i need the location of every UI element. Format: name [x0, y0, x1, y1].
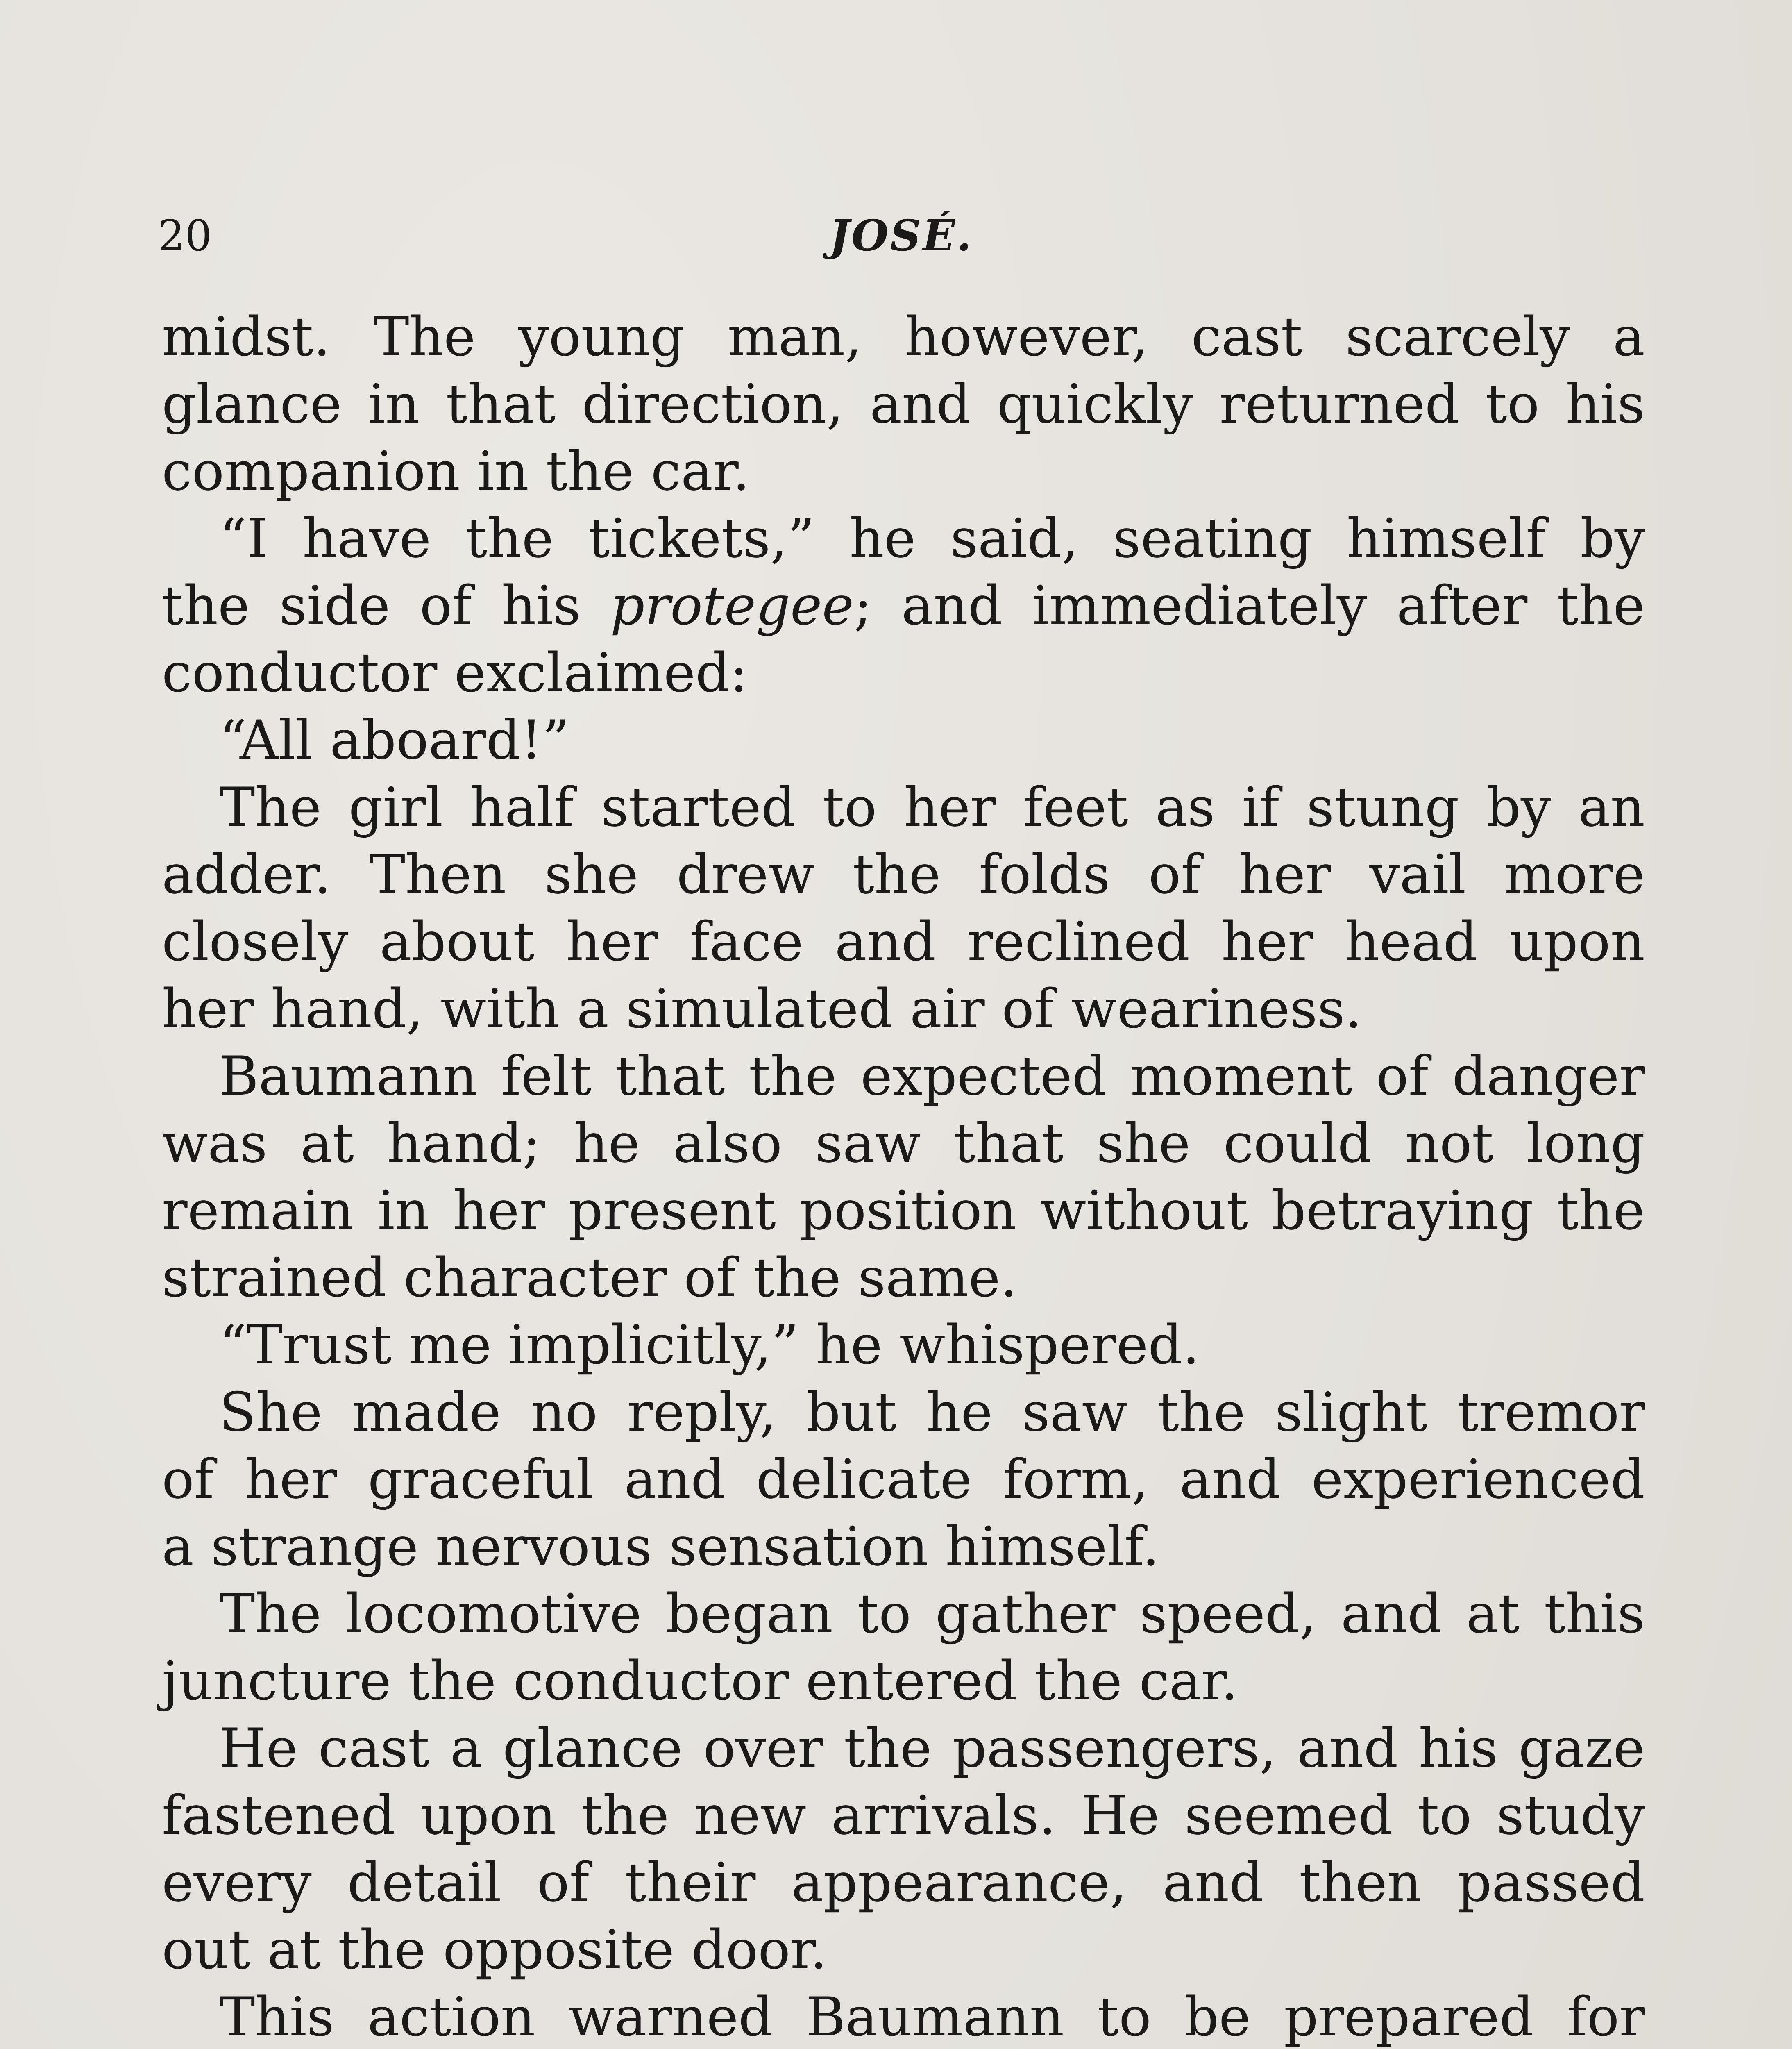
- text-line: This action warned Baumann to be prepared for: [219, 1985, 1645, 2048]
- text-line: was at hand; he also saw that she could not long: [162, 1112, 1645, 1174]
- text-line: juncture the conductor entered the car.: [162, 1649, 1238, 1712]
- text-line: of her graceful and delicate form, and experienced: [162, 1448, 1645, 1511]
- text-line: “Trust me implicitly,” he whispered.: [219, 1313, 1200, 1376]
- body-text: [162, 303, 1645, 2049]
- text-line: glance in that direction, and quickly returned to his: [162, 373, 1645, 435]
- text-line: [162, 572, 1645, 639]
- text-line: midst. The young man, however, cast scarcely a: [162, 305, 1645, 368]
- text-line: her hand, with a simulated air of weariness.: [162, 977, 1362, 1040]
- text-line: She made no reply, but he saw the slight tremor: [219, 1381, 1645, 1443]
- text-line: The girl half started to her feet as if stung by an: [219, 776, 1645, 838]
- text-line: Baumann felt that the expected moment of danger: [219, 1045, 1645, 1107]
- text-line: conductor exclaimed:: [162, 641, 748, 704]
- text-segment: the side of his: [162, 574, 610, 637]
- text-line: closely about her face and reclined her head upon: [162, 910, 1645, 973]
- text-line: He cast a glance over the passengers, and his gaze: [219, 1717, 1645, 1779]
- text-line: a strange nervous sensation himself.: [162, 1515, 1159, 1578]
- text-line: fastened upon the new arrivals. He seemed to study: [162, 1784, 1645, 1847]
- text-line: The locomotive began to gather speed, and at this: [219, 1582, 1645, 1645]
- running-head: JOSÉ.: [829, 210, 973, 261]
- text-line: “All aboard!”: [219, 709, 570, 771]
- text-line: companion in the car.: [162, 440, 750, 502]
- italic-word: protegee: [610, 574, 854, 637]
- text-line: adder. Then she drew the folds of her vail more: [162, 843, 1645, 906]
- text-line: strained character of the same.: [162, 1246, 1018, 1309]
- text-line: “I have the tickets,” he said, seating himself by: [219, 507, 1645, 570]
- text-segment: ; and immediately after the: [854, 574, 1645, 637]
- text-line: out at the opposite door.: [162, 1918, 827, 1981]
- page-header: [158, 201, 1645, 270]
- text-line: every detail of their appearance, and then passed: [162, 1851, 1645, 1914]
- text-line: remain in her present position without betraying the: [162, 1179, 1645, 1242]
- page-number: 20: [158, 211, 212, 261]
